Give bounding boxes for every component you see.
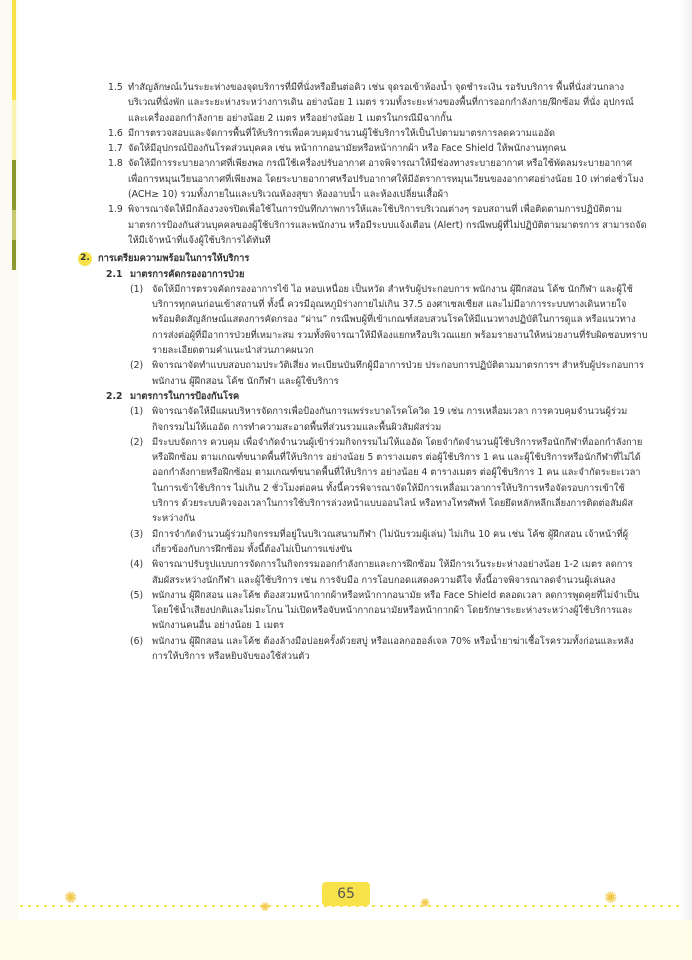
section-2-heading <box>78 251 648 266</box>
subsection-number: 2.2 <box>106 390 123 402</box>
item-number: (2) <box>130 436 144 448</box>
item-text: จัดให้มีการระบายอากาศที่เพียงพอ กรณีใช้เครื่องปรับอากาศ อาจพิจารณาให้มีช่องทางระบายอากาศ หรือใช้พัดลมระบายอากาศ เพื่อการหมุนเวียนอากาศที่เพียงพอ โดยระบายอากาศหรือปรับอากาศให้มีอัตราการหมุนเวียนของอากาศอย่างน้อย 10 เท่าต่อชั่วโมง (ACH≥ 10) รวมทั้งภายในและบริเวณห้องสุขา ห้องอาบน้ำ และห้องเปลี่ยนเสื้อผ้า <box>128 158 644 201</box>
page-number: 65 <box>337 886 355 902</box>
item-number: (4) <box>130 559 144 571</box>
virus-icon: ✺ <box>420 896 431 910</box>
list-item-2-2-1 <box>130 404 648 435</box>
section-number-badge: 2. <box>78 252 92 266</box>
side-strip-green-2 <box>12 240 16 270</box>
item-number: (1) <box>130 406 144 418</box>
item-text: มีการจำกัดจำนวนผู้ร่วมกิจกรรมที่อยู่ในบริเวณสนามกีฬา (ไม่นับรวมผู้เล่น) ไม่เกิน 10 คน เช่น โค้ช ผู้ฝึกสอน เจ้าหน้าที่ผู้เกี่ยวข้องกับการฝึกซ้อม ทั้งนี้ต้องไม่เป็นการแข่งขัน <box>152 528 629 555</box>
document-body <box>80 80 648 664</box>
item-text: พนักงาน ผู้ฝึกสอน และโค้ช ต้องล้างมือบ่อยครั้งด้วยสบู่ หรือแอลกอฮอล์เจล 70% หรือน้ำยาฆ่าเชื้อโรครวมทั้งก่อนและหลังการให้บริการ หรือหยิบจับของใช้ส่วนตัว <box>152 635 634 662</box>
virus-icon: ✺ <box>604 888 618 907</box>
list-item-2-2-5 <box>130 588 648 634</box>
side-strip-light-yellow <box>12 100 16 160</box>
item-text: พิจารณาจัดให้มีแผนบริหารจัดการเพื่อป้องกันการแพร่ระบาดโรคโควิด 19 เช่น การเหลื่อมเวลา การควบคุมจำนวนผู้ร่วมกิจกรรมไม่ให้แออัด การทำความสะอาดพื้นที่ส่วนรวมและพื้นผิวสัมผัสร่วม <box>152 406 628 433</box>
item-text: พิจารณาปรับรูปแบบการจัดการในกิจกรรมออกกำลังกายและการฝึกซ้อม ให้มีการเว้นระยะห่างอย่างน้อย 1-2 เมตร ลดการสัมผัสระหว่างนักกีฬา และผู้ใช้บริการ เช่น การจับมือ การโอบกอดแสดงความดีใจ ทั้งนี้อาจพิจารณาลดจำนวนผู้เล่นลง <box>152 559 633 586</box>
page-footer <box>0 920 692 960</box>
item-text: ทำสัญลักษณ์เว้นระยะห่างของจุดบริการที่มีที่นั่งหรือยืนต่อคิว เช่น จุดรอเข้าห้องน้ำ จุดชำระเงิน รอรับบริการ พื้นที่นั่งส่วนกลาง บริเวณที่นั่งพัก และระยะห่างระหว่างการเดิน อย่างน้อย 1 เมตร รวมทั้งระยะห่างของพื้นที่การออกกำลังกาย/ฝึกซ้อม ที่นั่ง อุปกรณ์ และเครื่องออกกำลังกาย อย่างน้อย 2 เมตร หรืออย่างน้อย 1 เมตรในกรณีมีฉากกั้น <box>128 82 634 124</box>
virus-icon: ✺ <box>260 900 271 914</box>
list-item-2-2-6 <box>130 634 648 665</box>
item-number: (5) <box>130 589 144 601</box>
list-item-2-2-2 <box>130 435 648 527</box>
list-item-2-1-2 <box>130 358 648 389</box>
side-strip-yellow <box>12 0 16 100</box>
item-number: 1.5 <box>108 82 123 93</box>
item-number: (3) <box>130 528 144 540</box>
list-item-1-7 <box>108 141 648 156</box>
item-text: จัดให้มีอุปกรณ์ป้องกันโรคส่วนบุคคล เช่น หน้ากากอนามัยหรือหน้ากากผ้า หรือ Face Shield ให้พนักงานทุกคน <box>128 143 567 155</box>
subsection-number: 2.1 <box>106 268 123 280</box>
list-item-2-1-1 <box>130 282 648 358</box>
list-item-1-5 <box>108 80 648 126</box>
item-text: พนักงาน ผู้ฝึกสอน และโค้ช ต้องสวมหน้ากากผ้าหรือหน้ากากอนามัย หรือ Face Shield ตลอดเวลา ลดการพูดคุยที่ไม่จำเป็น โดยใช้น้ำเสียงปกติและไม่ตะโกน ไม่เปิดหรือจับหน้ากากอนามัยหรือหน้ากากผ้า โดยรักษาระยะห่างระหว่างผู้ใช้บริการและพนักงานคนอื่น อย่างน้อย 1 เมตร <box>152 589 640 632</box>
list-item-1-8 <box>108 156 648 202</box>
item-text: มีระบบจัดการ ควบคุม เพื่อจำกัดจำนวนผู้เข้าร่วมกิจกรรมไม่ให้แออัด โดยจำกัดจำนวนผู้ใช้บริการหรือนักกีฬาที่ออกกำลังกายหรือฝึกซ้อม ตามเกณฑ์ขนาดพื้นที่ให้บริการ อย่างน้อย 5 ตารางเมตร ต่อผู้ใช้บริการ 1 คน และผู้ใช้บริการหรือนักกีฬาที่ไม่ได้ออกกำลังกายหรือฝึกซ้อม ตามเกณฑ์ขนาดพื้นที่ให้บริการ อย่างน้อย 4 ตารางเมตร ต่อผู้ใช้บริการ 1 คน และจำกัดระยะเวลาในการเข้าใช้บริการ ไม่เกิน 2 ชั่วโมงต่อคน ทั้งนี้ควรพิจารณาจัดให้มีการเหลื่อมเวลาการให้บริการหรือจัดรอบการเข้าใช้บริการ ด้วยระบบคิวจองเวลาในการใช้บริการล่วงหน้าแบบออนไลน์ หรือทางโทรศัพท์ โดยยึดหลักหลีกเลี่ยงการติดต่อสัมผัสระหว่างกัน <box>152 436 643 525</box>
item-text: พิจารณาจัดให้มีกล้องวงจรปิดเพื่อใช้ในการบันทึกภาพการให้และใช้บริการบริเวณต่างๆ รอบสถานที่ เพื่อติดตามการปฏิบัติตามมาตรการป้องกันส่วนบุคคลของผู้ใช้บริการและพนักงาน หรือมีระบบแจ้งเตือน (Alert) กรณีพบผู้ที่ไม่ปฏิบัติตามมาตรการ สามารถจัดให้มีเจ้าหน้าที่แจ้งผู้ใช้บริการได้ทันที <box>128 204 647 246</box>
item-number: 1.8 <box>108 158 123 170</box>
item-text: มีการตรวจสอบและจัดการพื้นที่ให้บริการเพื่อควบคุมจำนวนผู้ใช้บริการให้เป็นไปตามมาตรการลดความแออัด <box>128 127 556 139</box>
page-number-box <box>322 882 370 906</box>
side-strip-olive <box>12 210 16 240</box>
virus-icon: ✺ <box>64 888 78 907</box>
item-number: (2) <box>130 360 144 372</box>
side-strip-green <box>12 160 16 210</box>
subsection-2-2-heading <box>106 389 648 404</box>
page-edge-shadow <box>678 0 692 960</box>
subsection-title: มาตรการในการป้องกันโรค <box>130 390 240 402</box>
item-number: 1.7 <box>108 143 123 155</box>
list-item-2-2-4 <box>130 557 648 588</box>
item-number: 1.9 <box>108 204 123 216</box>
item-number: 1.6 <box>108 127 123 139</box>
list-item-1-9 <box>108 202 648 248</box>
item-number: (1) <box>130 283 144 295</box>
section-title: การเตรียมความพร้อมในการให้บริการ <box>98 253 250 265</box>
subsection-title: มาตรการคัดกรองอาการป่วย <box>130 268 245 280</box>
item-text: จัดให้มีการตรวจคัดกรองอาการไข้ ไอ หอบเหนื่อย เป็นหวัด สำหรับผู้ประกอบการ พนักงาน ผู้ฝึกสอน โค้ช นักกีฬา และผู้ใช้บริการทุกคนก่อนเข้าสถานที่ ทั้งนี้ ควรมีอุณหภูมิร่างกายไม่เกิน 37.5 องศาเซลเซียส และไม่มีอาการระบบทางเดินหายใจ พร้อมติดสัญลักษณ์แสดงการคัดกรอง “ผ่าน” กรณีพบผู้ที่เข้าเกณฑ์สอบสวนโรคให้มีแนวทางปฏิบัติในการดูแล หรือแนวทางการส่งต่อผู้ที่มีอาการป่วยที่เหมาะสม รวมทั้งพิจารณาให้มีห้องแยกหรือบริเวณแยก พร้อมรายงานให้หน่วยงานที่รับผิดชอบทราบ รายละเอียดตามคำแนะนำส่วนภาคผนวก <box>152 283 648 357</box>
subsection-2-1-heading <box>106 267 648 282</box>
item-number: (6) <box>130 635 144 647</box>
list-item-2-2-3 <box>130 527 648 558</box>
list-item-1-6 <box>108 126 648 141</box>
item-text: พิจารณาจัดทำแบบสอบถามประวัติเสี่ยง ทะเบียนบันทึกผู้มีอาการป่วย ประกอบการปฏิบัติตามมาตรการฯ สำหรับผู้ประกอบการ พนักงาน ผู้ฝึกสอน โค้ช นักกีฬา และผู้ใช้บริการ <box>152 360 645 387</box>
